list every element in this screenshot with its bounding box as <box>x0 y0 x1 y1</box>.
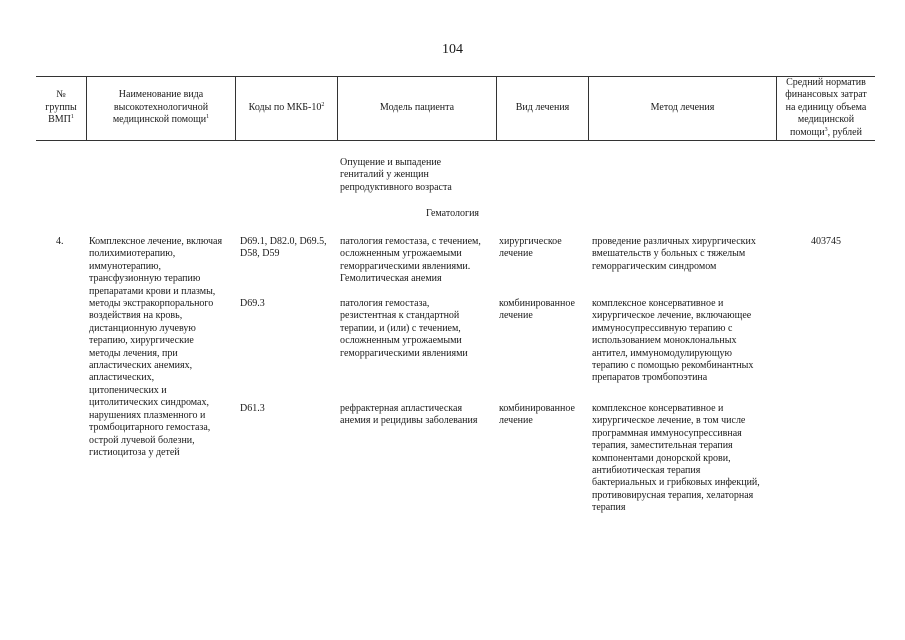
header-icd-codes: Коды по МКБ-$10^2$ <box>248 101 325 113</box>
header-treatment-type: Вид лечения <box>515 101 570 113</box>
row2-icd-codes: D69.3 <box>240 298 265 309</box>
row2-treatment-method: комплексное консервативное и хирургическое лечение, включающее иммуносупрессивную терапию с использованием моноклональных антител, иммуномодулирующую терапию с помощью рекомбинантных препаратов тромбопоэтина <box>592 298 754 384</box>
header-patient-model: Модель пациента <box>379 101 455 113</box>
row3-icd-codes: D61.3 <box>240 403 265 414</box>
group-care-name: Комплексное лечение, включая полихимиотерапию, иммунотерапию, трансфузионную терапию препаратами крови и плазмы, методы экстракорпорального воздействия на кровь, дистанционную лучевую терапию, хирургические методы лечения, при апластических анемиях, апластических, цитопенических и цитолитических синдромах, нарушениях плазменного и тромбоцитарного гемостаза, острой лучевой болезни, гистиоцитоза у детей <box>89 236 223 458</box>
carryover-patient-model: Опущение и выпадение гениталий у женщин репродуктивного возраста <box>340 157 452 193</box>
row3-patient-model: рефрактерная апластическая анемия и рецидивы заболевания <box>340 403 478 427</box>
group-average-cost: 403745 <box>811 236 841 247</box>
row1-treatment-method: проведение различных хирургических вмешательств у больных с тяжелым геморрагическим синдромом <box>592 236 756 272</box>
row3-treatment-method: комплексное консервативное и хирургическое лечение, в том числе программная иммуносупрессивная терапия, заместительная терапия компонентами донорской крови, антибиотическая терапия бактериальных и грибковых инфекций, противовирусная терапия, хелаторная терапия <box>592 403 760 514</box>
row2-patient-model: патология гемостаза, резистентная к стандартной терапии, и (или) с течением, осложненным угрожаемыми геморрагическими явлениями <box>340 298 468 359</box>
row1-patient-model: патология гемостаза, с течением, осложненным угрожаемыми геморрагическими явлениями. Гемолитическая анемия <box>340 236 481 285</box>
table-header-bottom-border <box>36 140 875 141</box>
page-number: 104 <box>442 42 463 57</box>
row2-treatment-type: комбинированное лечение <box>499 298 575 322</box>
section-title: Гематология <box>425 208 480 219</box>
header-group-number: № группы ВМП$^1$ <box>45 89 77 126</box>
group-number: 4. <box>56 236 64 247</box>
row1-icd-codes: D69.1, D82.0, D69.5, D58, D59 <box>240 236 327 260</box>
header-care-type: Наименование вида высокотехнологичной медицинской помощи$^1$ <box>112 89 210 126</box>
header-treatment-method: Метод лечения <box>650 101 715 113</box>
row1-treatment-type: хирургическое лечение <box>499 236 562 260</box>
row3-treatment-type: комбинированное лечение <box>499 403 575 427</box>
header-average-cost: Средний норматив финансовых затрат на единицу объема медицинской помощи$^3$, рублей <box>785 76 867 138</box>
